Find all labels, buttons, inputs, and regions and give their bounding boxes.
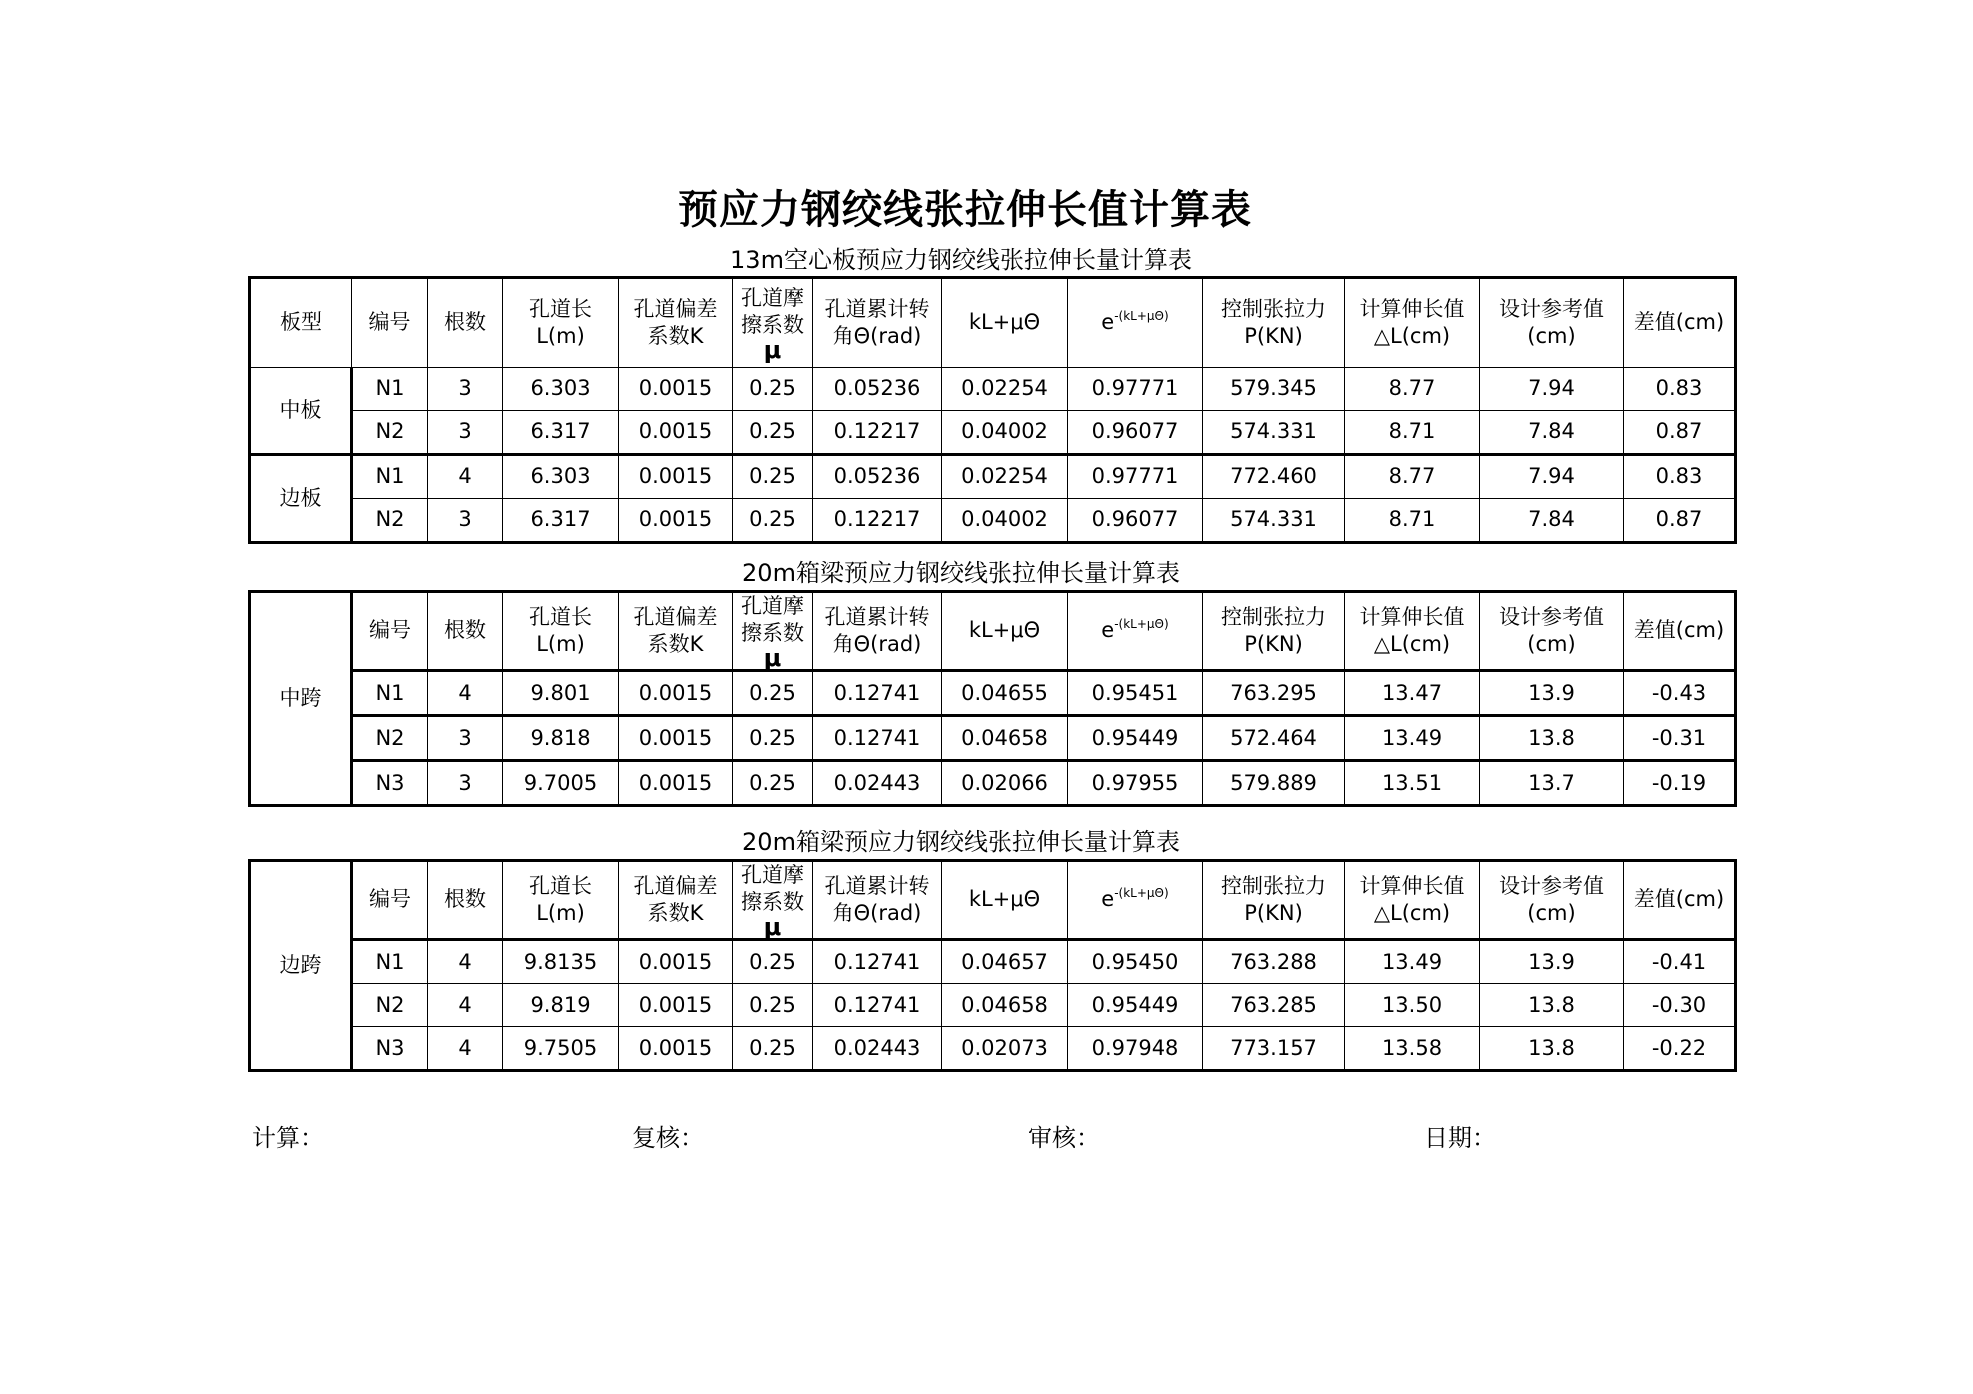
cell: 0.96077 bbox=[1068, 499, 1203, 543]
table-13m-hollow-slab bbox=[248, 276, 1737, 544]
cell: 0.97771 bbox=[1068, 368, 1203, 411]
cell: 579.345 bbox=[1203, 368, 1345, 411]
header-angle: 孔道累计转 角Θ(rad) bbox=[813, 861, 942, 940]
table2-subtitle: 20m箱梁预应力钢绞线张拉伸长量计算表 bbox=[742, 559, 1180, 587]
cell: N1 bbox=[352, 455, 428, 499]
header-force: 控制张拉力 P(KN) bbox=[1203, 592, 1345, 671]
cell: 0.02443 bbox=[813, 761, 942, 806]
header-angle: 孔道累计转 角Θ(rad) bbox=[813, 592, 942, 671]
group-cell: 边板 bbox=[250, 455, 352, 543]
header-length: 孔道长 L(m) bbox=[503, 592, 619, 671]
cell: 0.97771 bbox=[1068, 455, 1203, 499]
cell: 0.12741 bbox=[813, 671, 942, 716]
header-force: 控制张拉力 P(KN) bbox=[1203, 861, 1345, 940]
cell: N2 bbox=[352, 411, 428, 455]
cell: 0.25 bbox=[733, 984, 813, 1027]
header-angle: 孔道累计转 角Θ(rad) bbox=[813, 278, 942, 368]
cell: N3 bbox=[352, 1027, 428, 1071]
header-ref: 设计参考值 (cm) bbox=[1480, 861, 1624, 940]
header-calc-elong: 计算伸长值 △L(cm) bbox=[1345, 278, 1480, 368]
cell: -0.19 bbox=[1624, 761, 1736, 806]
cell: 772.460 bbox=[1203, 455, 1345, 499]
header-length: 孔道长 L(m) bbox=[503, 278, 619, 368]
cell: 0.0015 bbox=[619, 499, 733, 543]
cell: 6.303 bbox=[503, 368, 619, 411]
header-force: 控制张拉力 P(KN) bbox=[1203, 278, 1345, 368]
cell: 6.303 bbox=[503, 455, 619, 499]
cell: 0.12217 bbox=[813, 411, 942, 455]
table-row bbox=[250, 1027, 1736, 1071]
header-exp: $e^{-(kL+\mu\Theta)}$ bbox=[1068, 278, 1203, 368]
cell: 13.49 bbox=[1345, 940, 1480, 984]
table1-subtitle: 13m空心板预应力钢绞线张拉伸长量计算表 bbox=[730, 246, 1192, 274]
page-title: 预应力钢绞线张拉伸长值计算表 bbox=[678, 187, 1252, 233]
cell: 6.317 bbox=[503, 411, 619, 455]
cell: 8.77 bbox=[1345, 455, 1480, 499]
cell: N2 bbox=[352, 984, 428, 1027]
header-length: 孔道长 L(m) bbox=[503, 861, 619, 940]
cell: 13.58 bbox=[1345, 1027, 1480, 1071]
cell: 4 bbox=[428, 455, 503, 499]
cell: 0.97948 bbox=[1068, 1027, 1203, 1071]
table-20m-box-girder-mid-span bbox=[248, 590, 1737, 807]
cell: 0.02443 bbox=[813, 1027, 942, 1071]
cell: 0.25 bbox=[733, 411, 813, 455]
header-count: 根数 bbox=[428, 592, 503, 671]
table-row bbox=[250, 455, 1736, 499]
cell: 0.25 bbox=[733, 671, 813, 716]
header-no: 编号 bbox=[352, 861, 428, 940]
cell: 0.25 bbox=[733, 940, 813, 984]
cell: 0.05236 bbox=[813, 368, 942, 411]
cell: 572.464 bbox=[1203, 716, 1345, 761]
header-friction: 孔道摩 擦系数 μ bbox=[733, 861, 813, 940]
cell: 13.8 bbox=[1480, 984, 1624, 1027]
cell: -0.41 bbox=[1624, 940, 1736, 984]
cell: 4 bbox=[428, 940, 503, 984]
cell: 0.95450 bbox=[1068, 940, 1203, 984]
cell: -0.43 bbox=[1624, 671, 1736, 716]
cell: 6.317 bbox=[503, 499, 619, 543]
cell: 763.295 bbox=[1203, 671, 1345, 716]
header-type: 板型 bbox=[250, 278, 352, 368]
cell: -0.30 bbox=[1624, 984, 1736, 1027]
cell: N2 bbox=[352, 499, 428, 543]
cell: 0.25 bbox=[733, 499, 813, 543]
cell: 13.51 bbox=[1345, 761, 1480, 806]
cell: 0.83 bbox=[1624, 368, 1736, 411]
header-diff: 差值(cm) bbox=[1624, 592, 1736, 671]
cell: 0.25 bbox=[733, 455, 813, 499]
table-row bbox=[250, 368, 1736, 411]
cell: 13.47 bbox=[1345, 671, 1480, 716]
header-klmu: kL+μΘ bbox=[942, 592, 1068, 671]
cell: -0.22 bbox=[1624, 1027, 1736, 1071]
header-klmu: kL+μΘ bbox=[942, 861, 1068, 940]
table-row bbox=[250, 499, 1736, 543]
header-klmu: kL+μΘ bbox=[942, 278, 1068, 368]
cell: 13.9 bbox=[1480, 940, 1624, 984]
cell: 9.7505 bbox=[503, 1027, 619, 1071]
cell: 13.50 bbox=[1345, 984, 1480, 1027]
header-diff: 差值(cm) bbox=[1624, 861, 1736, 940]
footer-calc-label: 计算： bbox=[252, 1124, 324, 1152]
footer-review-label: 复核： bbox=[632, 1124, 704, 1152]
cell: 0.87 bbox=[1624, 411, 1736, 455]
cell: 0.05236 bbox=[813, 455, 942, 499]
cell: 9.8135 bbox=[503, 940, 619, 984]
cell: 0.04655 bbox=[942, 671, 1068, 716]
cell: 3 bbox=[428, 499, 503, 543]
cell: N1 bbox=[352, 940, 428, 984]
cell: 0.97955 bbox=[1068, 761, 1203, 806]
header-deviation: 孔道偏差 系数K bbox=[619, 278, 733, 368]
cell: 7.84 bbox=[1480, 499, 1624, 543]
cell: 0.95449 bbox=[1068, 716, 1203, 761]
header-friction: 孔道摩 擦系数 μ bbox=[733, 592, 813, 671]
cell: 0.0015 bbox=[619, 411, 733, 455]
cell: 0.25 bbox=[733, 716, 813, 761]
cell: 0.12741 bbox=[813, 940, 942, 984]
cell: 0.0015 bbox=[619, 984, 733, 1027]
cell: 13.9 bbox=[1480, 671, 1624, 716]
cell: 0.25 bbox=[733, 1027, 813, 1071]
cell: 0.02254 bbox=[942, 455, 1068, 499]
group-cell: 中跨 bbox=[250, 592, 352, 806]
cell: 0.0015 bbox=[619, 671, 733, 716]
group-cell: 中板 bbox=[250, 368, 352, 455]
cell: 574.331 bbox=[1203, 411, 1345, 455]
header-calc-elong: 计算伸长值 △L(cm) bbox=[1345, 592, 1480, 671]
table-row bbox=[250, 940, 1736, 984]
cell: 0.02073 bbox=[942, 1027, 1068, 1071]
table-row bbox=[250, 984, 1736, 1027]
cell: 8.71 bbox=[1345, 411, 1480, 455]
header-exp: $e^{-(kL+\mu\Theta)}$ bbox=[1068, 861, 1203, 940]
cell: 0.02066 bbox=[942, 761, 1068, 806]
cell: 0.12741 bbox=[813, 716, 942, 761]
cell: 13.8 bbox=[1480, 716, 1624, 761]
cell: 0.04002 bbox=[942, 499, 1068, 543]
cell: 773.157 bbox=[1203, 1027, 1345, 1071]
cell: 0.04002 bbox=[942, 411, 1068, 455]
cell: -0.31 bbox=[1624, 716, 1736, 761]
cell: 3 bbox=[428, 761, 503, 806]
group-cell: 边跨 bbox=[250, 861, 352, 1071]
cell: 8.71 bbox=[1345, 499, 1480, 543]
cell: 0.95449 bbox=[1068, 984, 1203, 1027]
cell: 0.95451 bbox=[1068, 671, 1203, 716]
header-deviation: 孔道偏差 系数K bbox=[619, 861, 733, 940]
cell: 0.87 bbox=[1624, 499, 1736, 543]
header-ref: 设计参考值 (cm) bbox=[1480, 278, 1624, 368]
cell: 0.12217 bbox=[813, 499, 942, 543]
cell: 0.96077 bbox=[1068, 411, 1203, 455]
cell: 0.25 bbox=[733, 761, 813, 806]
footer-audit-label: 审核： bbox=[1028, 1124, 1100, 1152]
cell: 0.04658 bbox=[942, 716, 1068, 761]
header-no: 编号 bbox=[352, 592, 428, 671]
table-20m-box-girder-side-span bbox=[248, 859, 1737, 1072]
cell: 13.7 bbox=[1480, 761, 1624, 806]
cell: 763.288 bbox=[1203, 940, 1345, 984]
cell: 4 bbox=[428, 984, 503, 1027]
header-ref: 设计参考值 (cm) bbox=[1480, 592, 1624, 671]
cell: 7.94 bbox=[1480, 368, 1624, 411]
header-diff: 差值(cm) bbox=[1624, 278, 1736, 368]
cell: 7.84 bbox=[1480, 411, 1624, 455]
cell: 3 bbox=[428, 716, 503, 761]
cell: 4 bbox=[428, 1027, 503, 1071]
cell: 0.83 bbox=[1624, 455, 1736, 499]
cell: 0.0015 bbox=[619, 368, 733, 411]
cell: 0.0015 bbox=[619, 716, 733, 761]
table3-header bbox=[250, 861, 1736, 940]
cell: 8.77 bbox=[1345, 368, 1480, 411]
cell: 13.49 bbox=[1345, 716, 1480, 761]
footer-date-label: 日期： bbox=[1424, 1124, 1496, 1152]
cell: 574.331 bbox=[1203, 499, 1345, 543]
header-no: 编号 bbox=[352, 278, 428, 368]
cell: 3 bbox=[428, 411, 503, 455]
cell: 9.818 bbox=[503, 716, 619, 761]
cell: 0.25 bbox=[733, 368, 813, 411]
table3-subtitle: 20m箱梁预应力钢绞线张拉伸长量计算表 bbox=[742, 828, 1180, 856]
header-deviation: 孔道偏差 系数K bbox=[619, 592, 733, 671]
cell: N1 bbox=[352, 671, 428, 716]
cell: 13.8 bbox=[1480, 1027, 1624, 1071]
cell: 3 bbox=[428, 368, 503, 411]
cell: 0.0015 bbox=[619, 455, 733, 499]
cell: 0.0015 bbox=[619, 761, 733, 806]
header-friction: 孔道摩 擦系数 μ bbox=[733, 278, 813, 368]
header-calc-elong: 计算伸长值 △L(cm) bbox=[1345, 861, 1480, 940]
header-count: 根数 bbox=[428, 861, 503, 940]
table-row bbox=[250, 411, 1736, 455]
cell: 763.285 bbox=[1203, 984, 1345, 1027]
table-row bbox=[250, 761, 1736, 806]
cell: N2 bbox=[352, 716, 428, 761]
table-row bbox=[250, 671, 1736, 716]
cell: 0.0015 bbox=[619, 1027, 733, 1071]
table-row bbox=[250, 716, 1736, 761]
cell: 0.04657 bbox=[942, 940, 1068, 984]
table2-header bbox=[250, 592, 1736, 671]
cell: 7.94 bbox=[1480, 455, 1624, 499]
cell: 0.04658 bbox=[942, 984, 1068, 1027]
cell: 9.819 bbox=[503, 984, 619, 1027]
cell: N3 bbox=[352, 761, 428, 806]
cell: 0.12741 bbox=[813, 984, 942, 1027]
cell: 4 bbox=[428, 671, 503, 716]
header-exp: $e^{-(kL+\mu\Theta)}$ bbox=[1068, 592, 1203, 671]
cell: N1 bbox=[352, 368, 428, 411]
cell: 9.801 bbox=[503, 671, 619, 716]
cell: 9.7005 bbox=[503, 761, 619, 806]
cell: 0.02254 bbox=[942, 368, 1068, 411]
table1-header bbox=[250, 278, 1736, 368]
header-count: 根数 bbox=[428, 278, 503, 368]
cell: 0.0015 bbox=[619, 940, 733, 984]
cell: 579.889 bbox=[1203, 761, 1345, 806]
